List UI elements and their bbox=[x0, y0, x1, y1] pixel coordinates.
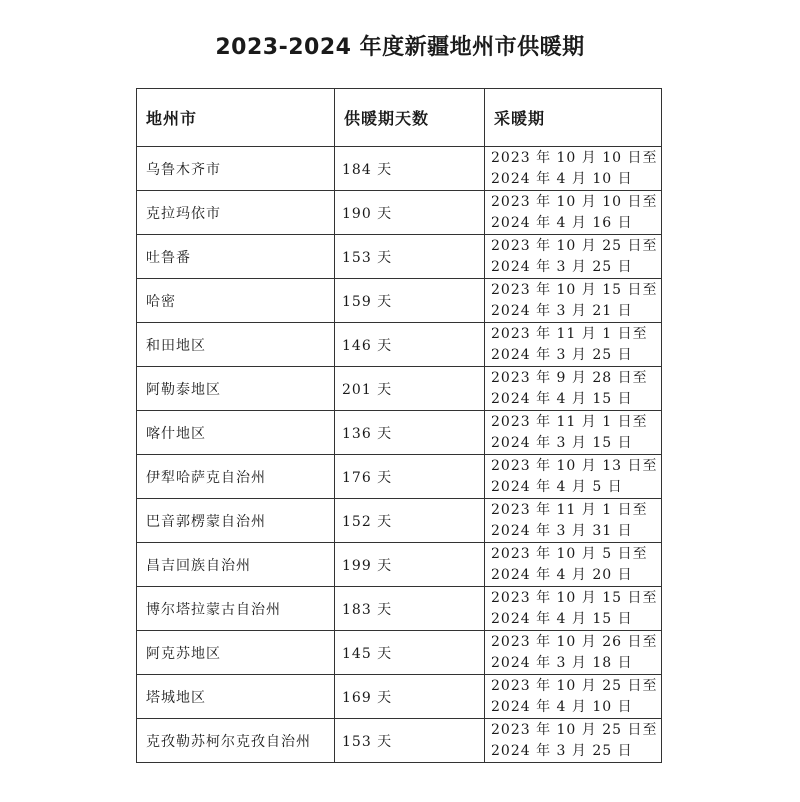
region-cell: 喀什地区 bbox=[137, 411, 335, 455]
heating-period-cell bbox=[485, 455, 662, 499]
table-row bbox=[137, 543, 662, 587]
region-cell: 克拉玛依市 bbox=[137, 191, 335, 235]
period-end: 2024 年 4 月 15 日 bbox=[491, 610, 633, 627]
heating-period-cell bbox=[485, 235, 662, 279]
heating-period-cell bbox=[485, 411, 662, 455]
header-heating-days: 供暖期天数 bbox=[335, 89, 485, 147]
table-body bbox=[137, 147, 662, 763]
heating-period-cell bbox=[485, 543, 662, 587]
table-row bbox=[137, 191, 662, 235]
document-title: 2023-2024 年度新疆地州市供暖期 bbox=[215, 35, 585, 60]
period-end: 2024 年 4 月 5 日 bbox=[491, 478, 623, 495]
table-row bbox=[137, 455, 662, 499]
region-cell: 阿勒泰地区 bbox=[137, 367, 335, 411]
header-heating-period: 采暖期 bbox=[485, 89, 662, 147]
period-end: 2024 年 3 月 31 日 bbox=[491, 522, 633, 539]
region-cell: 昌吉回族自治州 bbox=[137, 543, 335, 587]
period-end: 2024 年 3 月 18 日 bbox=[491, 654, 633, 671]
period-start: 2023 年 9 月 28 日至 bbox=[491, 369, 648, 386]
heating-days-cell: 201 天 bbox=[335, 367, 485, 411]
heating-period-cell bbox=[485, 719, 662, 763]
region-cell: 吐鲁番 bbox=[137, 235, 335, 279]
heating-period-cell bbox=[485, 191, 662, 235]
table-row bbox=[137, 367, 662, 411]
heating-period-cell bbox=[485, 367, 662, 411]
region-cell: 阿克苏地区 bbox=[137, 631, 335, 675]
heating-period-cell bbox=[485, 499, 662, 543]
heating-days-cell: 184 天 bbox=[335, 147, 485, 191]
table-row bbox=[137, 147, 662, 191]
heating-period-cell bbox=[485, 631, 662, 675]
heating-days-cell: 176 天 bbox=[335, 455, 485, 499]
table-row bbox=[137, 587, 662, 631]
heating-days-cell: 146 天 bbox=[335, 323, 485, 367]
table-row bbox=[137, 279, 662, 323]
heating-days-cell: 153 天 bbox=[335, 719, 485, 763]
period-start: 2023 年 10 月 15 日至 bbox=[491, 589, 658, 606]
period-start: 2023 年 10 月 25 日至 bbox=[491, 237, 658, 254]
table-header-row bbox=[137, 89, 662, 147]
period-end: 2024 年 4 月 10 日 bbox=[491, 698, 633, 715]
period-end: 2024 年 4 月 20 日 bbox=[491, 566, 633, 583]
period-start: 2023 年 11 月 1 日至 bbox=[491, 413, 648, 430]
region-cell: 塔城地区 bbox=[137, 675, 335, 719]
region-cell: 博尔塔拉蒙古自治州 bbox=[137, 587, 335, 631]
table-row bbox=[137, 323, 662, 367]
period-start: 2023 年 10 月 5 日至 bbox=[491, 545, 648, 562]
heating-days-cell: 199 天 bbox=[335, 543, 485, 587]
period-end: 2024 年 4 月 16 日 bbox=[491, 214, 633, 231]
period-end: 2024 年 4 月 10 日 bbox=[491, 170, 633, 187]
table-row bbox=[137, 675, 662, 719]
period-start: 2023 年 10 月 15 日至 bbox=[491, 281, 658, 298]
table-row bbox=[137, 411, 662, 455]
heating-days-cell: 183 天 bbox=[335, 587, 485, 631]
region-cell: 巴音郭楞蒙自治州 bbox=[137, 499, 335, 543]
table-row bbox=[137, 719, 662, 763]
period-end: 2024 年 4 月 15 日 bbox=[491, 390, 633, 407]
heating-period-table bbox=[136, 88, 662, 763]
heating-days-cell: 145 天 bbox=[335, 631, 485, 675]
heating-period-cell bbox=[485, 675, 662, 719]
heating-days-cell: 153 天 bbox=[335, 235, 485, 279]
period-start: 2023 年 11 月 1 日至 bbox=[491, 501, 648, 518]
header-region: 地州市 bbox=[137, 89, 335, 147]
table-row bbox=[137, 631, 662, 675]
heating-days-cell: 159 天 bbox=[335, 279, 485, 323]
heating-period-cell bbox=[485, 323, 662, 367]
region-cell: 乌鲁木齐市 bbox=[137, 147, 335, 191]
region-cell: 伊犁哈萨克自治州 bbox=[137, 455, 335, 499]
period-start: 2023 年 10 月 13 日至 bbox=[491, 457, 658, 474]
period-start: 2023 年 10 月 25 日至 bbox=[491, 677, 658, 694]
period-end: 2024 年 3 月 21 日 bbox=[491, 302, 633, 319]
period-start: 2023 年 10 月 10 日至 bbox=[491, 149, 658, 166]
period-start: 2023 年 11 月 1 日至 bbox=[491, 325, 648, 342]
table-row bbox=[137, 235, 662, 279]
region-cell: 哈密 bbox=[137, 279, 335, 323]
period-end: 2024 年 3 月 25 日 bbox=[491, 258, 633, 275]
period-start: 2023 年 10 月 26 日至 bbox=[491, 633, 658, 650]
heating-period-cell bbox=[485, 279, 662, 323]
region-cell: 和田地区 bbox=[137, 323, 335, 367]
heating-days-cell: 169 天 bbox=[335, 675, 485, 719]
heating-days-cell: 190 天 bbox=[335, 191, 485, 235]
period-end: 2024 年 3 月 15 日 bbox=[491, 434, 633, 451]
heating-period-cell bbox=[485, 587, 662, 631]
period-start: 2023 年 10 月 25 日至 bbox=[491, 721, 658, 738]
region-cell: 克孜勒苏柯尔克孜自治州 bbox=[137, 719, 335, 763]
period-start: 2023 年 10 月 10 日至 bbox=[491, 193, 658, 210]
table-row bbox=[137, 499, 662, 543]
heating-period-cell bbox=[485, 147, 662, 191]
period-end: 2024 年 3 月 25 日 bbox=[491, 346, 633, 363]
period-end: 2024 年 3 月 25 日 bbox=[491, 742, 633, 759]
heating-days-cell: 152 天 bbox=[335, 499, 485, 543]
heating-days-cell: 136 天 bbox=[335, 411, 485, 455]
